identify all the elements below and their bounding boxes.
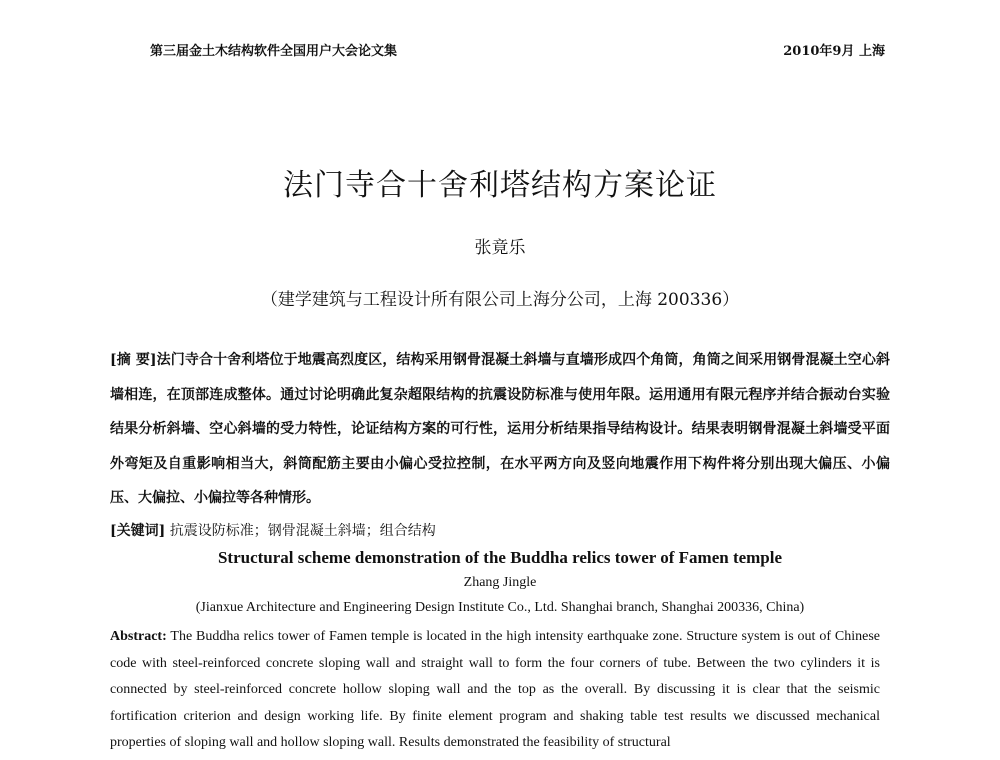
keywords-zh: [110, 520, 890, 540]
running-header: [150, 40, 885, 58]
abstract-en: [110, 624, 880, 757]
header-proceedings-title: 第三届金土木结构软件全国用户大会论文集: [150, 44, 398, 59]
author-zh: 张竟乐: [474, 238, 526, 258]
paper-title-en: Structural scheme demonstration of the Buddha relics tower of Famen temple: [217, 548, 783, 567]
affiliation-en: (Jianxue Architecture and Engineering Design Institute Co., Ltd. Shanghai branch, Shanghai 200336, China): [195, 600, 805, 615]
abstract-en-text: The Buddha relics tower of Famen temple is located in the high intensity earthquake zone. Structure system is out of Chinese code with steel-reinforced concrete sloping wall and straight wall to form the four corners of tube. Between the two cylinders it is connected by steel-reinforced concrete hollow sloping wall and the top as the overall. By discussing it is clear that the seismic fortification criterion and design working life. By finite element program and shaking table test results we discussed mechanical properties of sloping wall and hollow sloping wall. Results demonstrated the feasibility of structural: [110, 629, 880, 750]
abstract-zh-text: 法门寺合十舍利塔位于地震高烈度区，结构采用钢骨混凝土斜墙与直墙形成四个角筒，角筒之间采用钢骨混凝土空心斜墙相连，在顶部连成整体。通过讨论明确此复杂超限结构的抗震设防标准与使用年限。运用通用有限元程序并结合振动台实验结果分析斜墙、空心斜墙的受力特性，论证结构方案的可行性，运用分析结果指导结构设计。结果表明钢骨混凝土斜墙受平面外弯矩及自重影响相当大，斜筒配筋主要由小偏心受拉控制，在水平两方向及竖向地震作用下构件将分别出现大偏压、小偏压、大偏拉、小偏拉等各种情形。: [110, 352, 890, 506]
abstract-zh: [110, 343, 890, 516]
keywords-zh-text: 抗震设防标准；钢骨混凝土斜墙；组合结构: [165, 523, 436, 539]
header-date-location: 2010年9月 上海: [783, 44, 885, 59]
author-en: Zhang Jingle: [463, 575, 537, 590]
paper-title-zh: 法门寺合十舍利塔结构方案论证: [283, 168, 717, 203]
keywords-zh-label: [关键词]: [110, 523, 166, 539]
abstract-zh-label: [摘 要]: [110, 352, 157, 368]
abstract-en-label: Abstract:: [110, 629, 167, 644]
affiliation-zh: （建学建筑与工程设计所有限公司上海分公司，上海 200336）: [260, 290, 740, 310]
